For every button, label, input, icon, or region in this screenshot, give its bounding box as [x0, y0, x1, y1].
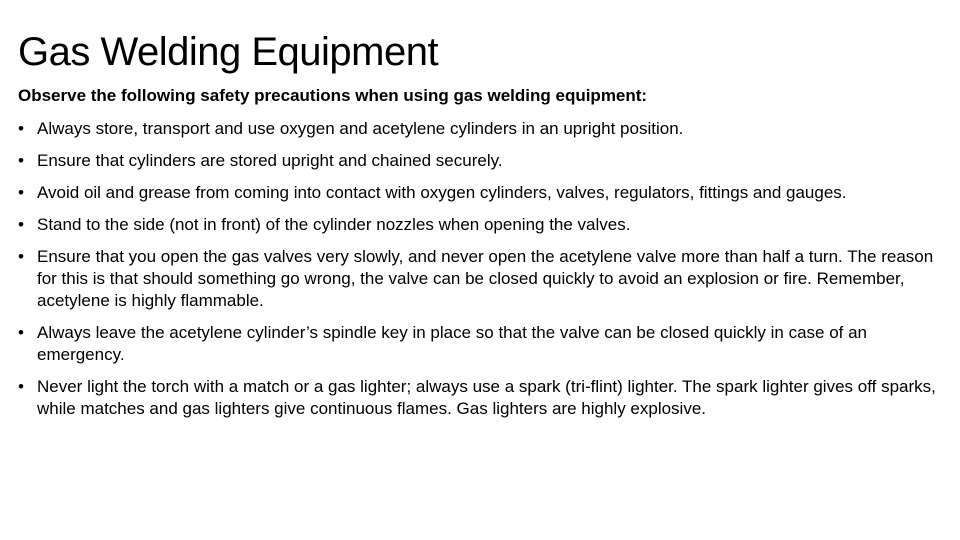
bullet-icon: • [18, 323, 24, 342]
bullet-icon: • [18, 247, 24, 266]
bullet-text: Avoid oil and grease from coming into contact with oxygen cylinders, valves, regulators, fittings and gauges. [37, 183, 847, 202]
bullet-icon: • [18, 215, 24, 234]
bullet-text: Ensure that you open the gas valves very slowly, and never open the acetylene valve more than half a turn. The reason for this is that should something go wrong, the valve can be closed quickly to avoid an explosion or fire. Remember, acetylene is highly flammable. [37, 247, 934, 310]
bullet-item [18, 246, 948, 312]
bullet-text: Always store, transport and use oxygen and acetylene cylinders in an upright position. [37, 119, 684, 138]
bullet-text: Never light the torch with a match or a gas lighter; always use a spark (tri-flint) lighter. The spark lighter gives off sparks, while matches and gas lighters give continuous flames. Gas lighters are highly explosive. [37, 377, 936, 418]
bullet-icon: • [18, 151, 24, 170]
bullet-item [18, 376, 948, 420]
bullet-item [18, 182, 948, 204]
bullet-text: Always leave the acetylene cylinder’s spindle key in place so that the valve can be closed quickly in case of an emergency. [37, 323, 868, 364]
bullet-icon: • [18, 119, 24, 138]
bullet-item [18, 118, 948, 140]
bullet-text: Ensure that cylinders are stored upright and chained securely. [37, 151, 503, 170]
intro-text: Observe the following safety precautions when using gas welding equipment: [18, 86, 648, 105]
bullet-text: Stand to the side (not in front) of the cylinder nozzles when opening the valves. [37, 215, 631, 234]
bullet-list [18, 118, 948, 430]
bullet-icon: • [18, 377, 24, 396]
bullet-item [18, 322, 948, 366]
bullet-icon: • [18, 183, 24, 202]
slide-title: Gas Welding Equipment [18, 30, 439, 74]
bullet-item [18, 214, 948, 236]
bullet-item [18, 150, 948, 172]
